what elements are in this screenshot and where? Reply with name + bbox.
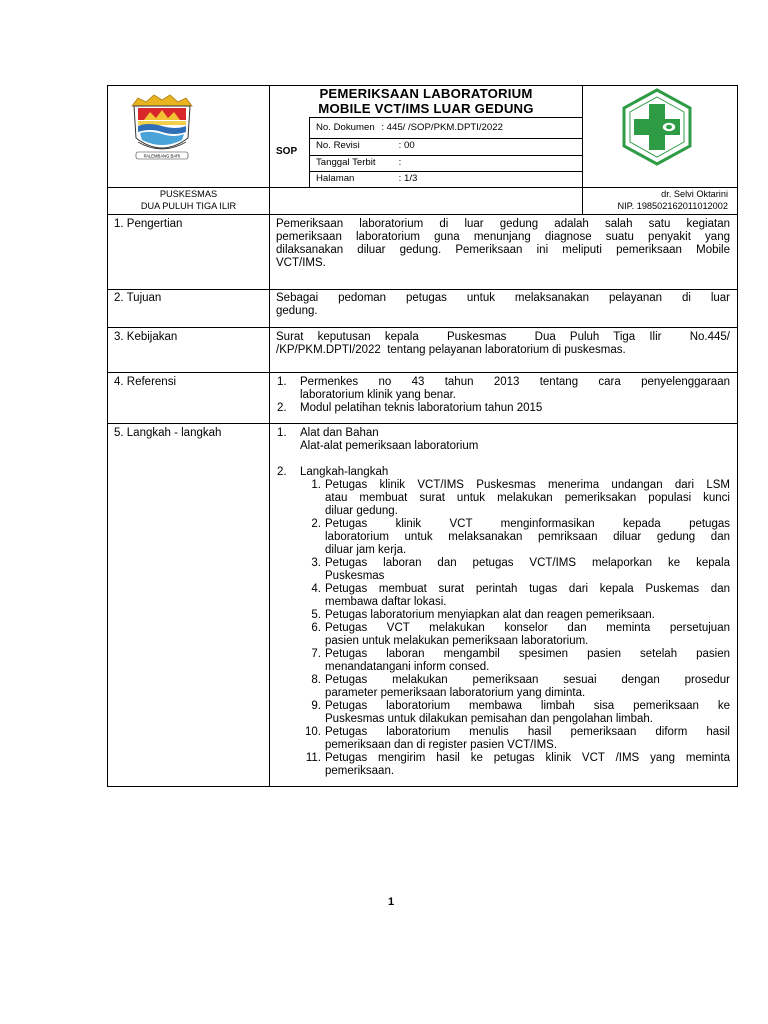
revision-value: : 00 (398, 140, 415, 151)
step-text (325, 700, 730, 726)
text-line: diluar gedung. (325, 505, 398, 517)
step-text (325, 479, 730, 518)
text-line: Petugas laboran dan petugas VCT/IMS melaporkan ke kepala (325, 557, 730, 569)
tujuan-text (276, 292, 730, 318)
step-item (296, 518, 730, 557)
langkah-item-2-title: Langkah-langkah (300, 466, 389, 478)
text-line: Puskesmas untuk dilakukan pemisahan dan pengolahan limbah. (325, 713, 653, 725)
referensi-label: 4. Referensi (114, 376, 177, 388)
langkah-num-2: 2. (277, 466, 287, 478)
step-text (325, 557, 730, 583)
meta-rule (309, 171, 582, 172)
langkah-num-1: 1. (277, 427, 287, 439)
row-rule (107, 423, 738, 424)
sop-divider (309, 117, 310, 187)
text-line: Petugas klinik VCT/IMS Puskesmas menerima undangan dari LSM (325, 479, 730, 491)
step-text (325, 609, 730, 622)
text-line: Petugas melakukan pemeriksaan sesuai dengan prosedur (325, 674, 730, 686)
step-item (296, 700, 730, 726)
row-rule (107, 327, 738, 328)
step-item (296, 726, 730, 752)
doc-number-value: : 445/ /SOP/PKM.DPTI/2022 (381, 122, 503, 133)
ref-item (300, 376, 730, 402)
step-number: 3. (311, 557, 321, 569)
text-line: pemeriksaan dan di register pasien VCT/IMS. (325, 739, 558, 751)
org-name (108, 188, 269, 212)
step-number: 4. (311, 583, 321, 595)
step-text (325, 726, 730, 752)
sop-label: SOP (276, 146, 298, 157)
kebijakan-label: 3. Kebijakan (114, 331, 178, 343)
text-line: Petugas laboratorium membawa limbah sisa pemeriksaan ke (325, 700, 730, 712)
text-line: Pemeriksaan laboratorium di luar gedung adalah salah satu kegiatan (276, 218, 730, 230)
issue-date-row (316, 157, 401, 169)
text-line: Surat keputusan kepala Puskesmas Dua Puluh Tiga Ilir No.445/ (276, 331, 730, 343)
text-line: Petugas VCT melakukan konselor dan meminta persetujuan (325, 622, 730, 634)
step-text (325, 518, 730, 557)
step-item (296, 674, 730, 700)
tujuan-label: 2. Tujuan (114, 292, 162, 304)
page-number: 1 (388, 896, 395, 908)
step-item (296, 583, 730, 609)
org-line-1: PUSKESMAS (159, 189, 218, 199)
ref-item: Modul pelatihan teknis laboratorium tahun 2015 (300, 402, 543, 414)
issue-date-value: : (398, 157, 402, 168)
text-line: /KP/PKM.DPTI/2022 tentang pelayanan laboratorium di puskesmas. (276, 344, 626, 356)
page-row (316, 173, 417, 185)
step-number: 2. (311, 518, 321, 530)
text-line: Sebagai pedoman petugas untuk melaksanakan pelayanan di luar (276, 292, 730, 304)
step-text (325, 648, 730, 674)
page-value: : 1/3 (398, 173, 418, 184)
text-line: Petugas laboran mengambil spesimen pasien setelah pasien (325, 648, 730, 660)
step-text (325, 622, 730, 648)
text-line: Petugas mengirim hasil ke petugas klinik VCT /IMS yang meminta (325, 752, 730, 764)
issue-date-label: Tanggal Terbit (316, 157, 376, 168)
text-line: pasien untuk melakukan pemeriksaan laboratorium. (325, 635, 589, 647)
text-line: membawa daftar lokasi. (325, 596, 447, 608)
text-line: Petugas klinik VCT menginformasikan kepada petugas (325, 518, 730, 530)
step-number: 10. (305, 726, 321, 738)
langkah-label: 5. Langkah - langkah (114, 427, 222, 439)
text-line: pemeriksaan laboratorium guna menunjang diagnose suatu penyakit yang (276, 231, 730, 243)
step-item (296, 622, 730, 648)
kebijakan-text (276, 331, 730, 357)
ref-num: 2. (277, 402, 287, 414)
text-line: Petugas laboratorium menulis hasil pemeriksaan diform hasil (325, 726, 730, 738)
step-number: 5. (311, 609, 321, 621)
revision-label: No. Revisi (316, 140, 360, 151)
text-line: parameter pemeriksaan laboratorium yang diminta. (325, 687, 586, 699)
langkah-item-1-title: Alat dan Bahan (300, 427, 379, 439)
row-rule (107, 289, 738, 290)
meta-rule (309, 155, 582, 156)
page-label: Halaman (316, 173, 355, 184)
text-line: Petugas laboratorium menyiapkan alat dan reagen pemeriksaan. (325, 609, 655, 621)
meta-rule (309, 138, 582, 139)
puskesmas-logo (618, 88, 696, 166)
svg-text:PALEMBANG BARI: PALEMBANG BARI (143, 153, 181, 159)
meta-rule (309, 117, 582, 118)
org-line-2: DUA PULUH TIGA ILIR (140, 201, 237, 211)
step-text (325, 583, 730, 609)
ref-num: 1. (277, 376, 287, 388)
revision-row (316, 140, 415, 152)
text-line: laboratorium klinik yang benar. (300, 389, 456, 401)
row-rule (107, 372, 738, 373)
text-line: laboratorium untuk melaksanakan pemriksaan diluar gedung dan (325, 531, 730, 543)
text-line: Permenkes no 43 tahun 2013 tentang cara penyelenggaraan (300, 376, 730, 388)
pengertian-label: 1. Pengertian (114, 218, 183, 230)
doc-number-label: No. Dokumen (316, 122, 375, 133)
text-line: pemeriksaan. (325, 765, 395, 777)
title-line-2: MOBILE VCT/IMS LUAR GEDUNG (318, 101, 534, 116)
document-title (270, 86, 582, 116)
text-line: atau membuat surat untuk melakukan pemeriksakan populasi kunci (325, 492, 730, 504)
text-line: Puskesmas (325, 570, 385, 582)
signer-block (583, 188, 737, 212)
step-item (296, 648, 730, 674)
signer-nip: NIP. 198502162011012002 (617, 201, 728, 211)
step-item (296, 752, 730, 778)
step-number: 1. (311, 479, 321, 491)
step-text (325, 752, 730, 778)
text-line: diluar jam kerja. (325, 544, 407, 556)
title-line-1: PEMERIKSAAN LABORATORIUM (319, 86, 533, 101)
step-number: 8. (311, 674, 321, 686)
step-text (325, 674, 730, 700)
signer-name: dr. Selvi Oktarini (661, 189, 728, 199)
step-item (296, 557, 730, 583)
step-item (296, 479, 730, 518)
step-number: 9. (311, 700, 321, 712)
step-number: 7. (311, 648, 321, 660)
palembang-logo (124, 92, 200, 162)
step-number: 6. (311, 622, 321, 634)
text-line: VCT/IMS. (276, 257, 326, 269)
langkah-item-1-sub: Alat-alat pemeriksaan laboratorium (300, 440, 479, 452)
text-line: Petugas membuat surat perintah tugas dari kepala Puskemas dan (325, 583, 730, 595)
text-line: menandatangani inform consed. (325, 661, 490, 673)
text-line: gedung. (276, 305, 318, 317)
step-item (296, 609, 730, 622)
pengertian-text (276, 218, 730, 270)
text-line: dilaksanakan diluar gedung. Pemeriksaan ini meliputi pemeriksaan Mobile (276, 244, 730, 256)
steps-list (296, 479, 730, 778)
doc-number-row (316, 122, 503, 134)
step-number: 11. (305, 752, 321, 764)
